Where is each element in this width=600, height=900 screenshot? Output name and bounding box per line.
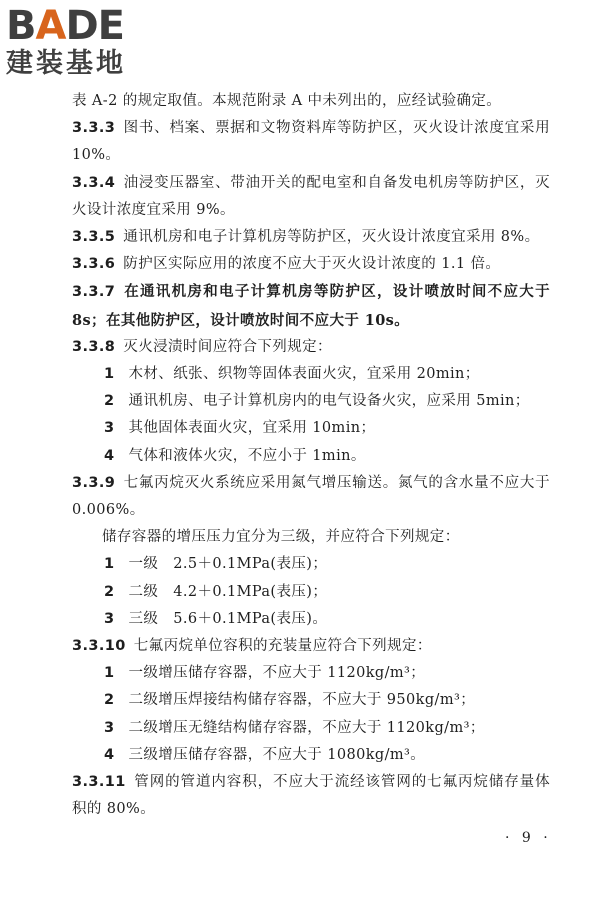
clause-3-3-4: 3.3.4 油浸变压器室、带油开关的配电室和自备发电机房等防护区，灭火设计浓度宜采用 9%。 (72, 174, 550, 218)
clause-3-3-8-item-3: 3 其他固体表面火灾，宜采用 10min； (104, 420, 376, 437)
page-number: · 9 · (505, 830, 552, 846)
fill-density-item-1: 1 一级增压储存容器，不应大于 1120kg/m³； (104, 665, 426, 682)
bade-logo (6, 4, 176, 80)
clause-3-3-7: 3.3.7 在通讯机房和电子计算机房等防护区，设计喷放时间不应大于 8s；在其他防护区，设计喷放时间不应大于 10s。 (72, 283, 550, 329)
fill-density-item-3: 3 二级增压无缝结构储存容器，不应大于 1120kg/m³； (104, 719, 485, 736)
logo-subtitle: 建装基地 (6, 48, 126, 79)
pressure-level-3: 3 三级 5.6＋0.1MPa(表压)。 (104, 610, 328, 627)
pressure-level-2: 2 二级 4.2＋0.1MPa(表压)； (104, 583, 328, 600)
clause-3-3-8: 3.3.8 灭火浸渍时间应符合下列规定： (72, 338, 332, 355)
document-body (72, 88, 550, 823)
clause-3-3-8-item-2: 2 通讯机房、电子计算机房内的电气设备火灾，应采用 5min； (104, 393, 530, 410)
clause-3-3-8-item-4: 4 气体和液体火灾，不应小于 1min。 (104, 447, 366, 464)
clause-3-3-9-pressure-intro: 储存容器的增压压力宜分为三级，并应符合下列规定： (102, 529, 460, 546)
logo-wordmark: BADE (6, 3, 124, 49)
clause-3-3-8-item-1: 1 木材、纸张、织物等固体表面火灾，宜采用 20min； (104, 366, 480, 383)
clause-3-3-5: 3.3.5 通讯机房和电子计算机房等防护区，灭火设计浓度宜采用 8%。 (72, 229, 540, 246)
fill-density-item-2: 2 二级增压焊接结构储存容器，不应大于 950kg/m³； (104, 692, 476, 709)
paragraph-continuation: 表 A-2 的规定取值。本规范附录 A 中未列出的，应经试验确定。 (72, 93, 502, 109)
clause-3-3-9: 3.3.9 七氟丙烷灭火系统应采用氮气增压输送。氮气的含水量不应大于 0.006%。 (72, 474, 550, 519)
clause-3-3-11: 3.3.11 管网的管道内容积，不应大于流经该管网的七氟丙烷储存量体积的 80%。 (72, 774, 550, 818)
pressure-level-1: 1 一级 2.5＋0.1MPa(表压)； (104, 556, 328, 573)
fill-density-item-4: 4 三级增压储存容器，不应大于 1080kg/m³。 (104, 746, 426, 763)
clause-3-3-6: 3.3.6 防护区实际应用的浓度不应大于灭火设计浓度的 1.1 倍。 (72, 256, 501, 273)
clause-3-3-3: 3.3.3 图书、档案、票据和文物资料库等防护区，灭火设计浓度宜采用 10%。 (72, 120, 550, 164)
clause-3-3-10: 3.3.10 七氟丙烷单位容积的充装量应符合下列规定： (72, 638, 432, 655)
